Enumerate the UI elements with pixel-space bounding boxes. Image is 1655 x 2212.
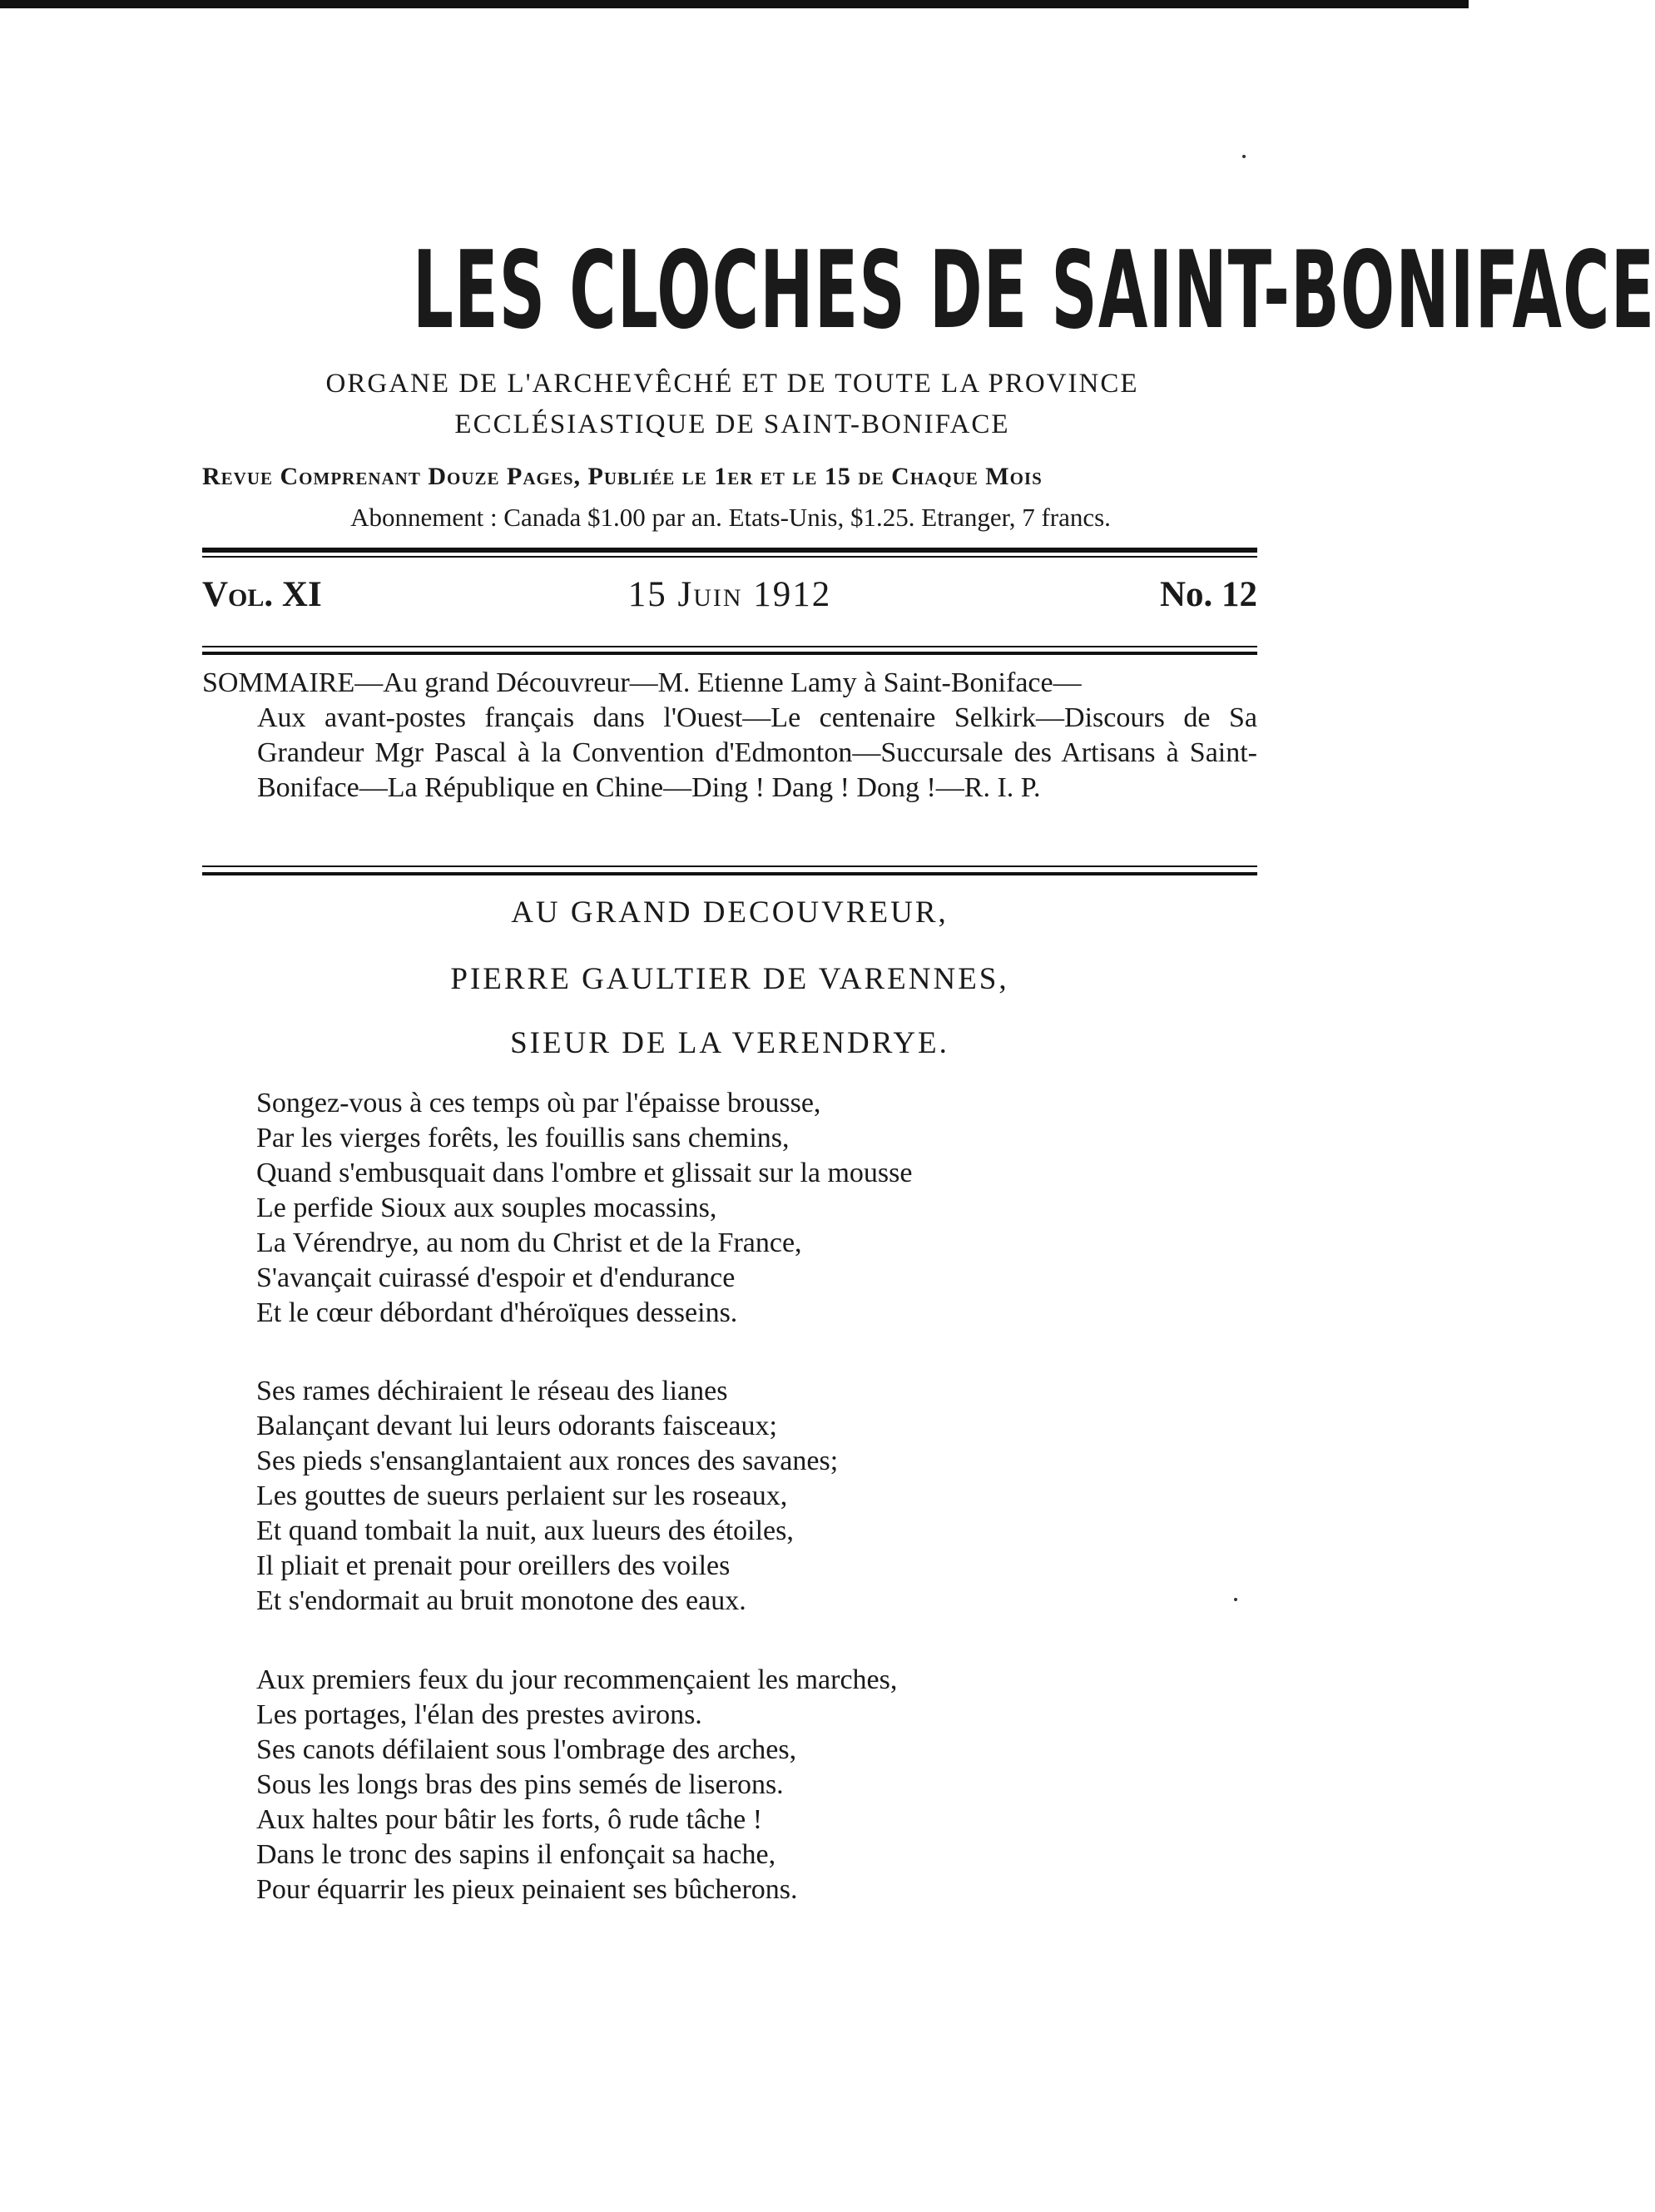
poem-stanza-1 [256,1086,1246,1331]
poem-line: Et quand tombait la nuit, aux lueurs des étoiles, [256,1515,794,1546]
poem-heading-line-2: PIERRE GAULTIER DE VARENNES, [450,962,1009,996]
poem-line: Il pliait et prenait pour oreillers des voiles [256,1550,731,1581]
divider-rule [202,865,1257,867]
masthead-title: LES CLOCHES DE SAINT-BONIFACE [413,229,1655,353]
sommaire-first-line: SOMMAIRE—Au grand Découvreur—M. Etienne Lamy à Saint-Boniface— [202,667,1082,698]
poem-heading-line-3: SIEUR DE LA VERENDRYE. [510,1026,949,1060]
poem-heading-line-1: AU GRAND DECOUVREUR, [511,895,949,930]
divider-rule [202,652,1257,655]
poem-line: Aux premiers feux du jour recommençaient les marches, [256,1664,898,1695]
subtitle-line-1: ORGANE DE L'ARCHEVÊCHÉ ET DE TOUTE LA PROVINCE [325,369,1139,399]
scan-speck [1242,155,1246,158]
divider-rule [202,646,1257,647]
poem-line: Songez-vous à ces temps où par l'épaisse brousse, [256,1088,821,1118]
issue-info-row [202,574,1257,624]
poem-stanza-2 [256,1374,1246,1619]
volume-number: Vol. XI [202,575,322,614]
issue-number: No. 12 [1159,575,1257,614]
poem-line: Pour équarrir les pieux peinaient ses bûcherons. [256,1874,798,1905]
poem-line: Ses pieds s'ensanglantaient aux ronces des savanes; [256,1446,839,1476]
poem-line: Le perfide Sioux aux souples mocassins, [256,1193,717,1223]
poem-stanza-3 [256,1663,1246,1907]
subtitle-line-2: ECCLÉSIASTIQUE DE SAINT-BONIFACE [454,409,1010,439]
divider-rule [202,556,1257,558]
divider-rule [202,548,1257,553]
poem-line: Aux haltes pour bâtir les forts, ô rude tâche ! [256,1804,763,1835]
poem-line: Dans le tronc des sapins il enfonçait sa hache, [256,1839,776,1870]
poem-line: Ses canots défilaient sous l'ombrage des arches, [256,1734,797,1765]
poem-line: Par les vierges forêts, les fouillis sans chemins, [256,1123,790,1153]
table-of-contents [202,666,1257,806]
publication-schedule: Revue Comprenant Douze Pages, Publiée le 1er et le 15 de Chaque Mois [202,463,1043,490]
poem-line: Les gouttes de sueurs perlaient sur les roseaux, [256,1480,788,1511]
poem-line: Et s'endormait au bruit monotone des eaux. [256,1585,746,1616]
poem-line: Et le cœur débordant d'héroïques desseins. [256,1297,738,1328]
poem-line: Sous les longs bras des pins semés de liserons. [256,1769,784,1800]
poem-line: S'avançait cuirassé d'espoir et d'endurance [256,1262,736,1293]
poem-line: Balançant devant lui leurs odorants faisceaux; [256,1411,777,1441]
scan-top-edge [0,0,1469,8]
poem-line: La Vérendrye, au nom du Christ et de la France, [256,1228,802,1258]
issue-date: 15 Juin 1912 [627,575,832,614]
poem-line: Quand s'embusquait dans l'ombre et glissait sur la mousse [256,1158,913,1188]
subscription-prices: Abonnement : Canada $1.00 par an. Etats-Unis, $1.25. Etranger, 7 francs. [350,503,1111,532]
divider-rule [202,872,1257,875]
poem-line: Les portages, l'élan des prestes avirons. [256,1699,702,1730]
sommaire-continuation: Aux avant-postes français dans l'Ouest—Le centenaire Selkirk—Discours de Sa Grandeur Mgr Pascal à la Convention d'Edmonton—Succursale des Artisans à Saint-Boniface—La République en Chine—Ding ! Dang ! Dong !—R. I. P. [257,702,1257,803]
poem-line: Ses rames déchiraient le réseau des lianes [256,1376,728,1406]
